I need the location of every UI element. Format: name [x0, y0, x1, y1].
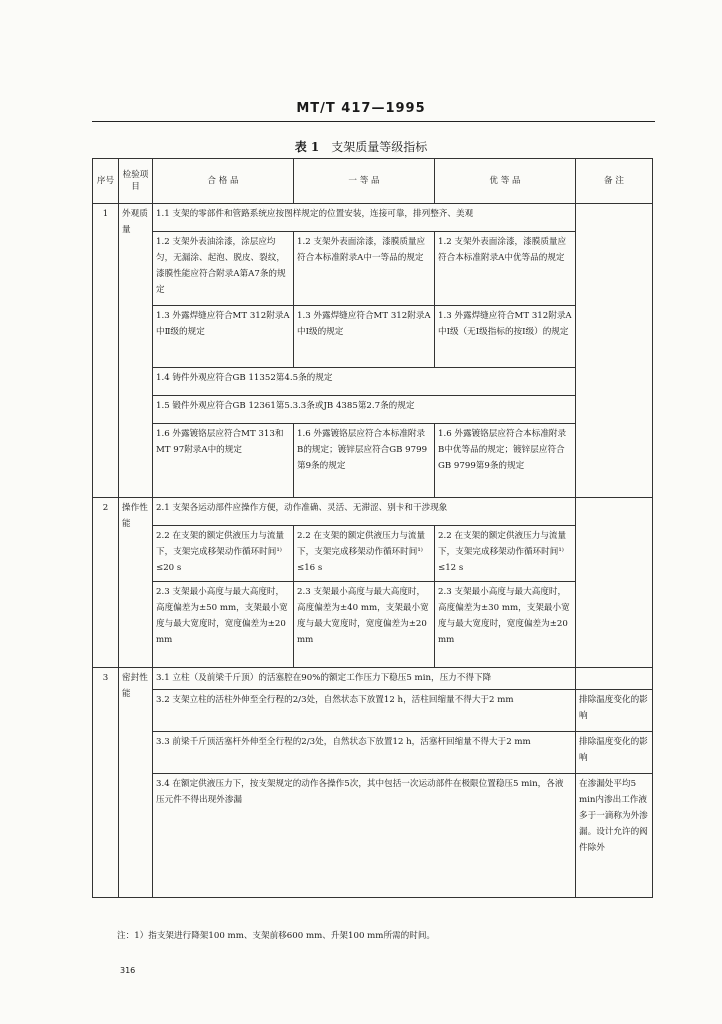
table-row: [93, 498, 653, 526]
table-title: [0, 138, 722, 155]
qualified-cell: 1.3 外露焊缝应符合MT 312附录A中Ⅱ级的规定: [153, 306, 294, 368]
span-cell: 1.1 支架的零部件和管路系统应按图样规定的位置安装，连接可靠，排列整齐、美观: [153, 204, 576, 232]
remarks-cell: 在渗漏处平均5 min内渗出工作液多于一滴称为外渗漏。设计允许的阀件除外: [576, 774, 653, 898]
qualified-cell: 2.3 支架最小高度与最大高度时，高度偏差为±50 mm，支架最小宽度与最大宽度时，宽度偏差为±20 mm: [153, 582, 294, 668]
span-cell: 1.4 铸件外观应符合GB 11352第4.5条的规定: [153, 368, 576, 396]
seq-cell: 2: [93, 498, 119, 668]
first-class-cell: 1.3 外露焊缝应符合MT 312附录A中Ⅰ级的规定: [294, 306, 435, 368]
table-row: [93, 232, 653, 306]
col-seq: 序号: [93, 159, 119, 204]
excellent-cell: 2.3 支架最小高度与最大高度时，高度偏差为±30 mm，支架最小宽度与最大宽度时，宽度偏差为±20 mm: [435, 582, 576, 668]
table-row: [93, 774, 653, 898]
remarks-cell: 排除温度变化的影响: [576, 732, 653, 774]
qualified-cell: 1.6 外露镀铬层应符合MT 313和MT 97附录A中的规定: [153, 424, 294, 498]
table-row: [93, 368, 653, 396]
remarks-cell: [576, 498, 653, 668]
table-row: [93, 732, 653, 774]
footnote: 注：1）指支架进行降架100 mm、支架前移600 mm、升架100 mm所需的时间。: [117, 931, 436, 941]
header-rule: [92, 121, 655, 122]
table-row: [93, 424, 653, 498]
item-cell: 操作性能: [119, 498, 153, 668]
remarks-cell: [576, 668, 653, 690]
span-cell: 2.1 支架各运动部件应操作方便，动作准确、灵活、无滞涩、别卡和干涉现象: [153, 498, 576, 526]
col-remarks: 备 注: [576, 159, 653, 204]
span-cell: 3.4 在额定供液压力下，按支架规定的动作各操作5次，其中包括一次运动部件在极限位置稳压5 min，各液压元件不得出现外渗漏: [153, 774, 576, 898]
span-cell: 3.2 支架立柱的活柱外伸至全行程的2/3处，自然状态下放置12 h，活柱回缩量不得大于2 mm: [153, 690, 576, 732]
table-row: [93, 306, 653, 368]
table-row: [93, 526, 653, 582]
col-item: 检验项目: [119, 159, 153, 204]
table-row: [93, 668, 653, 690]
excellent-cell: 1.2 支架外表面涂漆，漆膜质量应符合本标准附录A中优等品的规定: [435, 232, 576, 306]
excellent-cell: 1.6 外露镀铬层应符合本标准附录B中优等品的规定；镀锌层应符合GB 9799第9条的规定: [435, 424, 576, 498]
remarks-cell: 排除温度变化的影响: [576, 690, 653, 732]
remarks-cell: [576, 204, 653, 498]
excellent-cell: 2.2 在支架的额定供液压力与流量下，支架完成移架动作循环时间¹⁾≤12 s: [435, 526, 576, 582]
item-cell: 密封性能: [119, 668, 153, 898]
col-first-class: 一 等 品: [294, 159, 435, 204]
seq-cell: 3: [93, 668, 119, 898]
span-cell: 1.5 锻件外观应符合GB 12361第5.3.3条或JB 4385第2.7条的规定: [153, 396, 576, 424]
table-row: [93, 690, 653, 732]
first-class-cell: 1.2 支架外表面涂漆，漆膜质量应符合本标准附录A中一等品的规定: [294, 232, 435, 306]
table-row: [93, 396, 653, 424]
seq-cell: 1: [93, 204, 119, 498]
table-title-number: 表 1: [294, 140, 320, 154]
span-cell: 3.3 前梁千斤顶活塞杆外伸至全行程的2/3处，自然状态下放置12 h，活塞杆回缩量不得大于2 mm: [153, 732, 576, 774]
table-title-text: 支架质量等级指标: [331, 140, 428, 154]
first-class-cell: 2.3 支架最小高度与最大高度时，高度偏差为±40 mm，支架最小宽度与最大宽度时，宽度偏差为±20 mm: [294, 582, 435, 668]
table-header-row: [93, 159, 653, 204]
span-cell: 3.1 立柱（及前梁千斤顶）的活塞腔在90%的额定工作压力下稳压5 min，压力不得下降: [153, 668, 576, 690]
col-qualified: 合 格 品: [153, 159, 294, 204]
quality-grade-table: [92, 158, 653, 898]
table-row: [93, 582, 653, 668]
excellent-cell: 1.3 外露焊缝应符合MT 312附录A中Ⅰ级（无Ⅰ级指标的按Ⅰ级）的规定: [435, 306, 576, 368]
qualified-cell: 2.2 在支架的额定供液压力与流量下，支架完成移架动作循环时间¹⁾≤20 s: [153, 526, 294, 582]
col-excellent: 优 等 品: [435, 159, 576, 204]
page-number: 316: [120, 966, 136, 975]
first-class-cell: 2.2 在支架的额定供液压力与流量下，支架完成移架动作循环时间¹⁾≤16 s: [294, 526, 435, 582]
item-cell: 外观质量: [119, 204, 153, 498]
first-class-cell: 1.6 外露镀铬层应符合本标准附录B的规定；镀锌层应符合GB 9799第9条的规定: [294, 424, 435, 498]
qualified-cell: 1.2 支架外表油涂漆，涂层应均匀，无漏涂、起泡、脱皮、裂纹，漆膜性能应符合附录A第A7条的规定: [153, 232, 294, 306]
table-row: [93, 204, 653, 232]
standard-code: MT/T 417—1995: [296, 101, 426, 116]
